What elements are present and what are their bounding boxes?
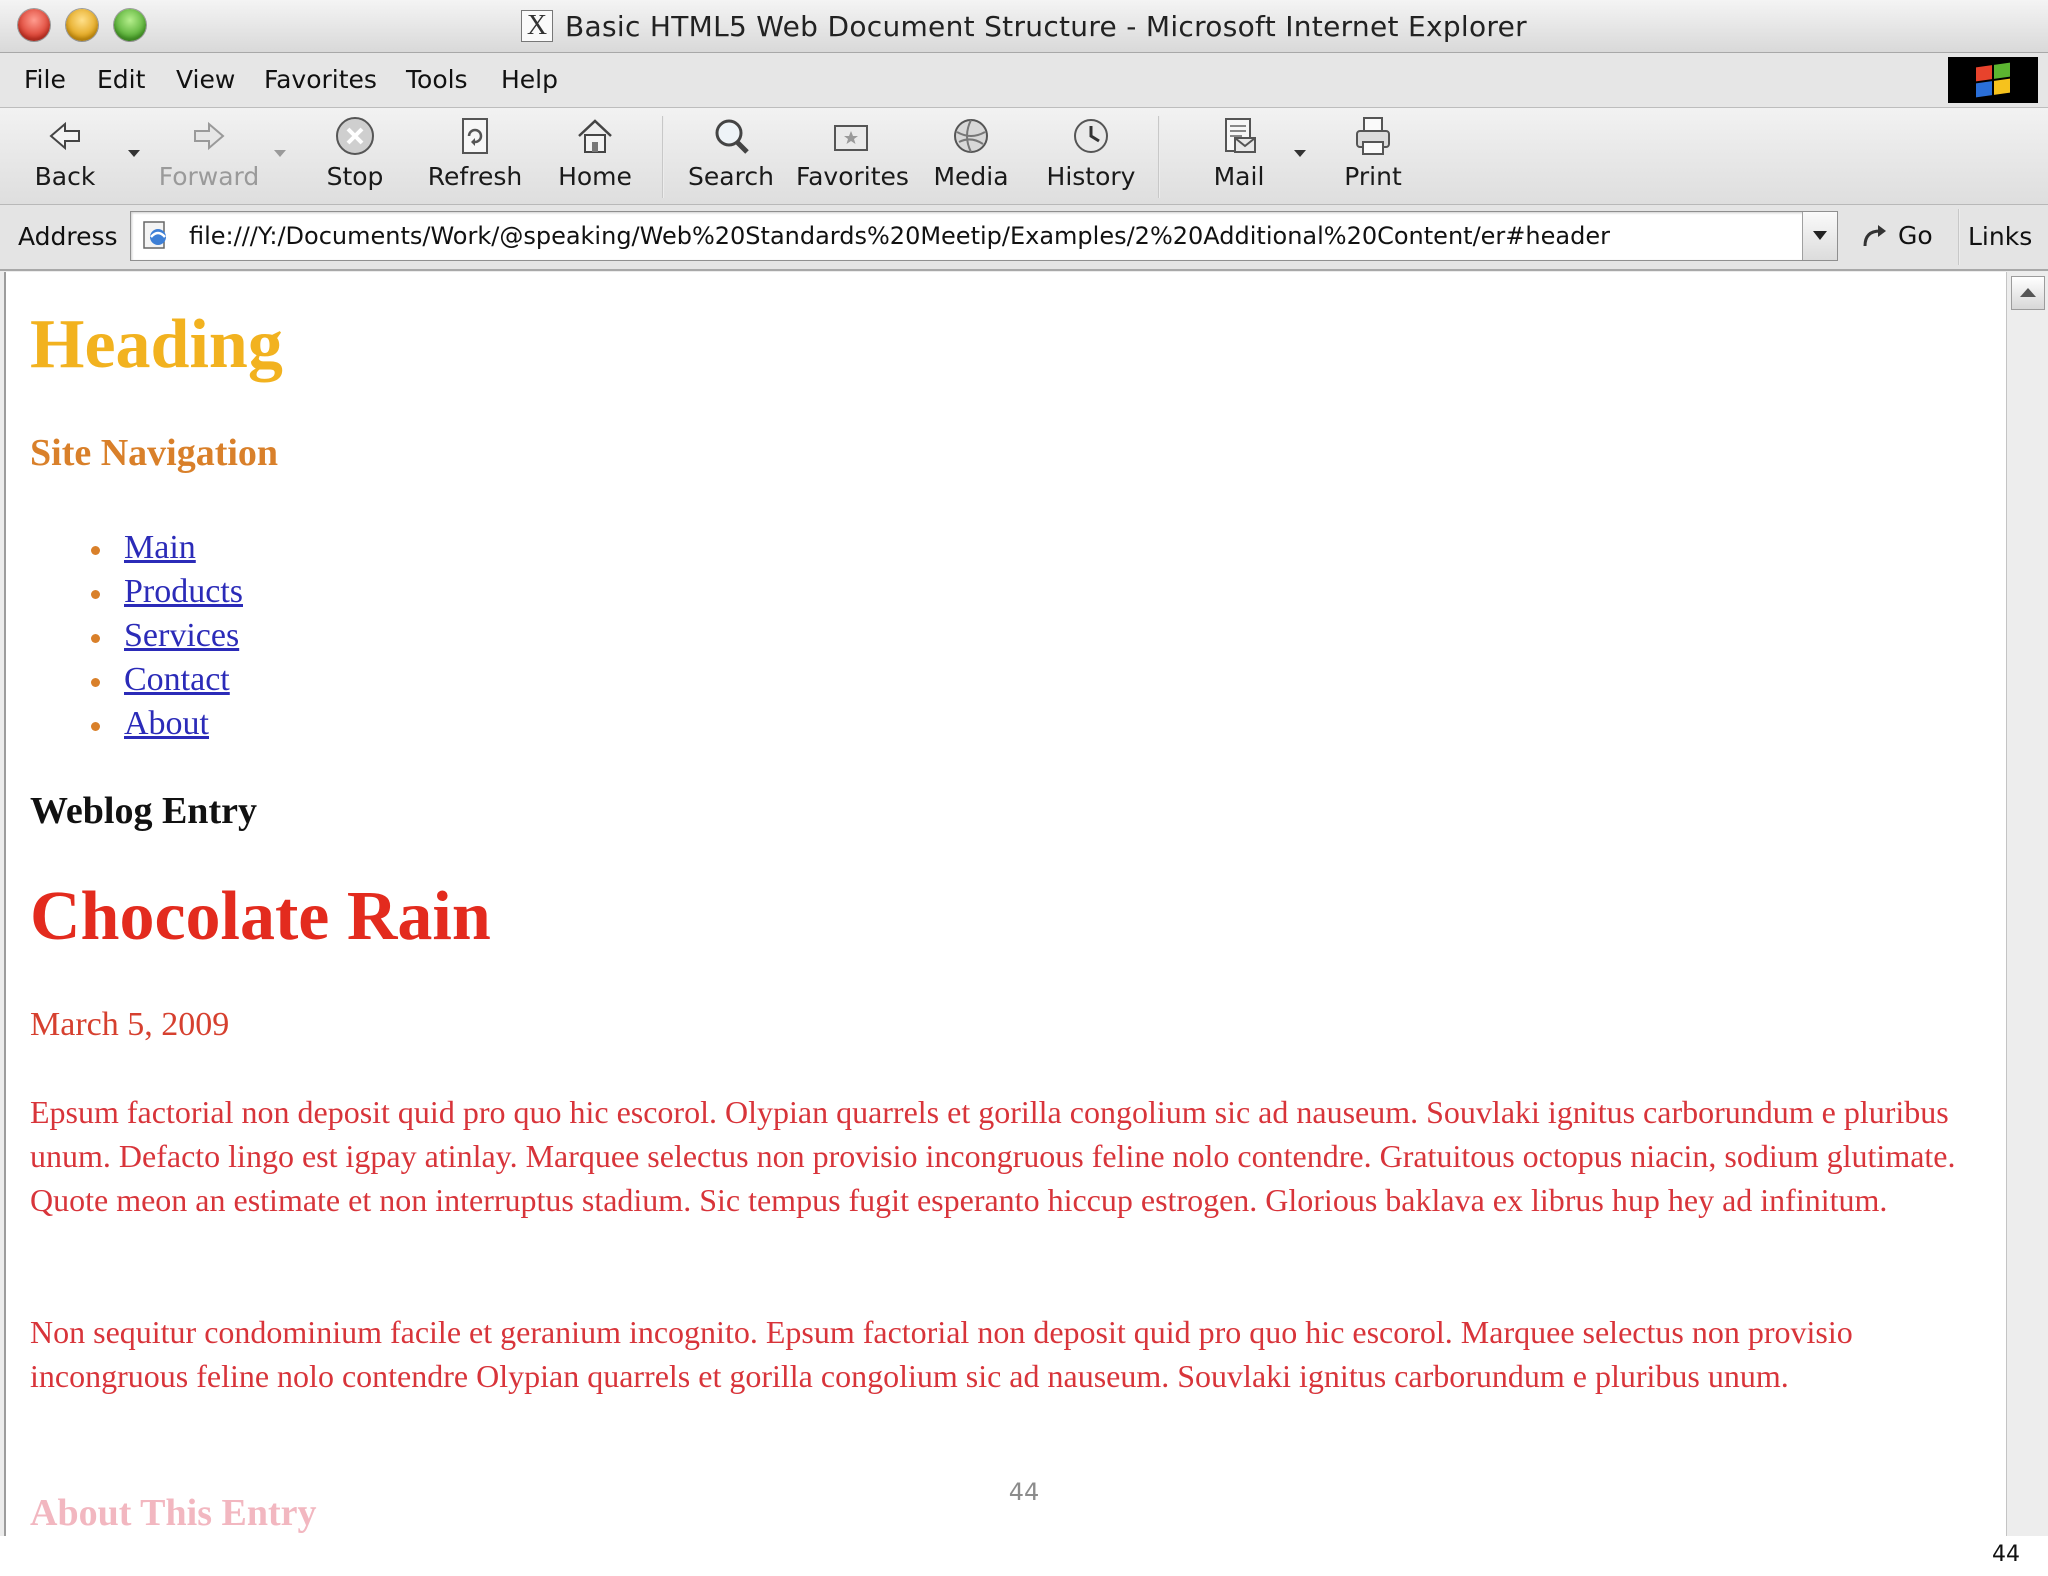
search-button[interactable] bbox=[676, 114, 786, 200]
menu-tools[interactable]: Tools bbox=[406, 65, 468, 94]
article-title: Chocolate Rain bbox=[30, 878, 491, 955]
scroll-up-arrow-icon[interactable] bbox=[2011, 276, 2045, 310]
address-url[interactable]: file:///Y:/Documents/Work/@speaking/Web%20Standards%20Meetip/Examples/2%20Additional%20Content/er#header bbox=[189, 222, 1610, 250]
back-dropdown-icon[interactable] bbox=[128, 150, 140, 157]
refresh-icon bbox=[453, 114, 497, 158]
slide-number-overlay: 44 bbox=[1008, 1478, 1040, 1506]
forward-button[interactable] bbox=[154, 114, 264, 200]
forward-arrow-icon bbox=[187, 114, 231, 158]
menu-file[interactable]: File bbox=[24, 65, 66, 94]
address-dropdown-icon[interactable] bbox=[1802, 212, 1837, 260]
address-bar bbox=[0, 205, 2048, 271]
forward-dropdown-icon[interactable] bbox=[274, 150, 286, 157]
article-paragraph: Non sequitur condominium facile et geranium incognito. Epsum factorial non deposit quid pro quo hic escorol. Marquee selectus non provisio incongruous feline nolo contendre Olypian quarrels et gorilla congolium sic ad nauseum. Souvlaki ignitus carborundum e pluribus unum. bbox=[30, 1314, 1853, 1394]
refresh-label: Refresh bbox=[427, 162, 523, 191]
mail-button[interactable] bbox=[1184, 114, 1294, 200]
menu-favorites[interactable]: Favorites bbox=[264, 65, 377, 94]
search-label: Search bbox=[688, 162, 774, 191]
about-entry-heading: About This Entry bbox=[30, 1492, 317, 1534]
nav-list-item bbox=[30, 614, 243, 658]
back-button[interactable] bbox=[10, 114, 120, 200]
window-title: Basic HTML5 Web Document Structure - Microsoft Internet Explorer bbox=[565, 9, 1527, 43]
menu-edit[interactable]: Edit bbox=[97, 65, 146, 94]
print-button[interactable] bbox=[1318, 114, 1428, 200]
go-label: Go bbox=[1898, 221, 1933, 250]
favorites-label: Favorites bbox=[796, 162, 909, 191]
back-label: Back bbox=[34, 162, 96, 191]
history-clock-icon bbox=[1069, 114, 1113, 158]
nav-list-item bbox=[30, 526, 243, 570]
vertical-scrollbar[interactable] bbox=[2006, 272, 2048, 1536]
toolbar-separator bbox=[1158, 116, 1160, 198]
menu-view[interactable]: View bbox=[176, 65, 236, 94]
home-icon bbox=[573, 114, 617, 158]
site-heading: Heading bbox=[30, 306, 283, 383]
search-icon bbox=[709, 114, 753, 158]
nav-list-item bbox=[30, 658, 243, 702]
favorites-button[interactable] bbox=[796, 114, 909, 200]
page-viewport bbox=[4, 272, 2008, 1536]
document-icon: X bbox=[521, 10, 553, 42]
windows-logo-throbber bbox=[1948, 57, 2038, 103]
article-date: March 5, 2009 bbox=[30, 1006, 230, 1043]
mail-icon bbox=[1217, 114, 1261, 158]
nav-list-item bbox=[30, 702, 243, 746]
media-button[interactable] bbox=[916, 114, 1026, 200]
print-icon bbox=[1351, 114, 1395, 158]
article-paragraph: Epsum factorial non deposit quid pro quo hic escorol. Olypian quarrels et gorilla congolium sic ad nauseum. Souvlaki ignitus carborundum e pluribus unum. Defacto lingo est igpay atinlay. Marquee selectus non provisio incongruous feline nolo contendre. Gratuitous octopus niacin, sodium glutimate. Quote meon an estimate et non interruptus stadium. Sic tempus fugit esperanto hiccup estrogen. Glorious baklava ex librus hup hey ad infinitum. bbox=[30, 1094, 1956, 1218]
history-button[interactable] bbox=[1036, 114, 1146, 200]
slide-number: 44 bbox=[1992, 1542, 2020, 1567]
address-field[interactable] bbox=[130, 211, 1838, 261]
nav-list-item bbox=[30, 570, 243, 614]
nav-link-products[interactable]: Products bbox=[124, 573, 243, 610]
stop-label: Stop bbox=[326, 162, 384, 191]
favorites-folder-icon bbox=[829, 114, 873, 158]
history-label: History bbox=[1046, 162, 1136, 191]
menu-help[interactable]: Help bbox=[501, 65, 558, 94]
nav-link-contact[interactable]: Contact bbox=[124, 661, 230, 698]
mail-dropdown-icon[interactable] bbox=[1294, 150, 1306, 157]
media-globe-icon bbox=[949, 114, 993, 158]
nav-link-services[interactable]: Services bbox=[124, 617, 240, 654]
forward-label: Forward bbox=[158, 162, 260, 191]
address-label: Address bbox=[18, 222, 118, 251]
media-label: Media bbox=[933, 162, 1009, 191]
mail-label: Mail bbox=[1213, 162, 1265, 191]
weblog-entry-heading: Weblog Entry bbox=[30, 790, 257, 832]
nav-link-about[interactable]: About bbox=[124, 705, 209, 742]
stop-button[interactable] bbox=[300, 114, 410, 200]
home-label: Home bbox=[558, 162, 632, 191]
toolbar bbox=[0, 108, 2048, 205]
nav-link-main[interactable]: Main bbox=[124, 529, 196, 566]
go-arrow-icon bbox=[1860, 221, 1890, 251]
stop-icon bbox=[333, 114, 377, 158]
site-navigation-list bbox=[30, 526, 243, 746]
toolbar-separator bbox=[662, 116, 664, 198]
page-ie-icon bbox=[141, 220, 171, 250]
title-bar[interactable] bbox=[0, 0, 2048, 53]
home-button[interactable] bbox=[540, 114, 650, 200]
menu-bar bbox=[0, 53, 2048, 108]
windows-logo-icon bbox=[1976, 63, 2010, 98]
print-label: Print bbox=[1344, 162, 1402, 191]
go-button[interactable] bbox=[1860, 219, 1940, 255]
address-separator bbox=[1958, 209, 1960, 265]
refresh-button[interactable] bbox=[420, 114, 530, 200]
links-button[interactable]: Links bbox=[1968, 222, 2033, 251]
back-arrow-icon bbox=[43, 114, 87, 158]
site-navigation-heading: Site Navigation bbox=[30, 432, 279, 474]
